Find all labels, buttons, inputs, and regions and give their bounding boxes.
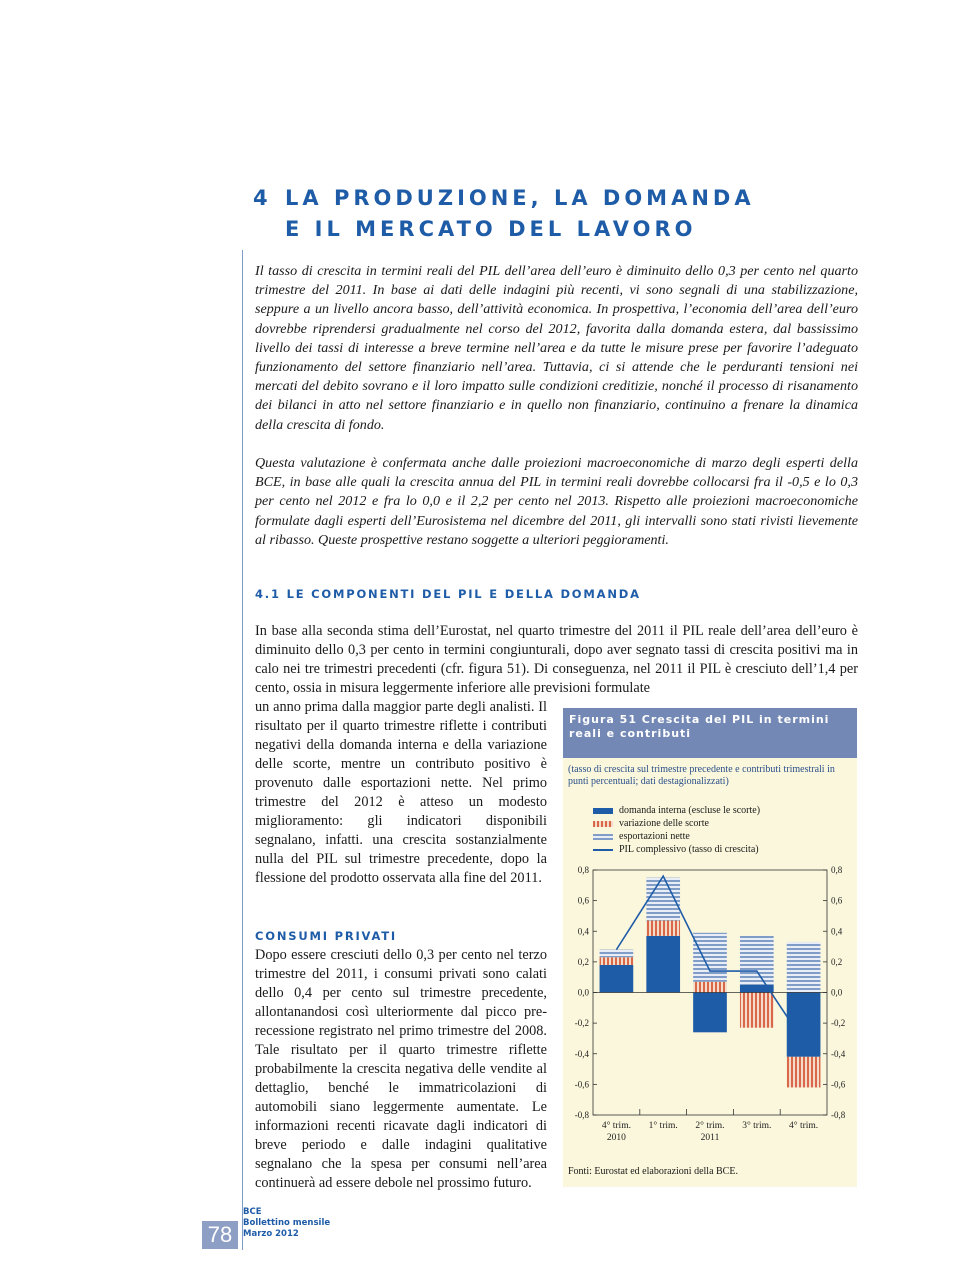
legend-item-domanda — [593, 804, 760, 817]
body-paragraph-1: In base alla seconda stima dell’Eurostat, nel quarto trimestre del 2011 il PIL reale dell’area dell’euro è diminuito dello 0,3 per cento in termini congiunturali, dopo aver segnato tassi di crescita positivi ma in calo nei tre trimestri precedenti (cfr. figura 51). Di conseguenza, nel 2011 il PIL è cresciuto dell’1,4 per cento, ossia in misura leggermente inferiore alle previsioni formulate — [255, 623, 858, 696]
chapter-title-line1: LA PRODUZIONE, LA DOMANDA — [285, 186, 755, 210]
legend-label: variazione delle scorte — [619, 818, 709, 829]
subheading-consumi-privati: CONSUMI PRIVATI — [255, 929, 397, 943]
bar-esportazioni-nette — [740, 936, 774, 985]
chart-legend — [593, 804, 760, 856]
margin-rule — [242, 250, 243, 1250]
y-tick-label-left: 0,0 — [577, 987, 589, 998]
legend-label: esportazioni nette — [619, 831, 690, 842]
legend-label: PIL complessivo (tasso di crescita) — [619, 844, 759, 855]
legend-swatch — [593, 821, 613, 827]
body-paragraph-2: Dopo essere cresciuti dello 0,3 per cento nel terzo trimestre del 2011, i consumi privati sono calati dello 0,4 per cento sul trimestre precedente, allontanandosi così ulteriormente dal picco pre-recessione registrato nel primo trimestre del 2008. Tale risultato per il quarto trimestre riflette probabilmente la crescita negativa delle vendite al dettaglio, benché le immatricolazioni di automobili siano leggermente aumentate. Le informazioni recenti ricavate dagli indicatori di breve periodo e dalle indagini qualitative segnalano che la spesa per consumi nell’area continuerà ad essere debole nel prossimo futuro. — [255, 947, 547, 1191]
legend-swatch — [593, 808, 613, 814]
bar-domanda-interna — [693, 993, 727, 1033]
x-tick-label: 4° trim. — [601, 1121, 631, 1131]
x-year-label: 2011 — [700, 1133, 720, 1143]
x-tick-label: 1° trim. — [648, 1121, 678, 1131]
chapter-title — [253, 183, 755, 245]
y-tick-label-left: 0,6 — [577, 895, 589, 906]
body-paragraph-1-continued: un anno prima dalla maggior parte degli analisti. Il risultato per il quarto trimestre riflette i contributi negativi della domanda interna e della variazione delle scorte, mentre un contributo positivo è provenuto dalle esportazioni nette. Nel primo trimestre del 2012 è atteso un modesto miglioramento: gli indicatori disponibili segnalano, infatti. una crescita sostanzialmente nulla del PIL sul trimestre precedente, dopo la flessione del prodotto osservata alla fine del 2011. — [255, 699, 547, 886]
x-tick-label: 2° trim. — [695, 1121, 725, 1131]
footer-line3: Marzo 2012 — [243, 1229, 299, 1239]
figure-title: Figura 51 Crescita del PIL in termini reali e contributi — [563, 708, 857, 758]
chapter-number: 4 — [253, 186, 272, 210]
intro-paragraph-2: Questa valutazione è confermata anche dalle proiezioni macroeconomiche di marzo degli esperti della BCE, in base alle quali la crescita annua del PIL in termini reali dovrebbe collocarsi fra il -0,5 e lo 0,3 per cento nel 2012 e fra lo 0,0 e il 2,2 per cento nel 2013. Rispetto alle proiezioni macroeconomiche formulate dagli esperti dell’Eurosistema nel dicembre del 2011, gli intervalli sono stati rivisti lievemente al ribasso. Queste prospettive restano soggette a ulteriori peggioramenti. — [255, 455, 858, 548]
gdp-chart — [563, 860, 857, 1160]
y-tick-label-right: 0,8 — [831, 865, 843, 875]
y-tick-label-left: -0,2 — [574, 1018, 589, 1029]
bar-variazione-scorte — [693, 982, 727, 993]
x-year-label: 2010 — [606, 1133, 626, 1143]
footer-line2: Bollettino mensile — [243, 1218, 331, 1228]
y-tick-label-right: -0,6 — [831, 1079, 846, 1090]
figure-subtitle: (tasso di crescita sul trimestre precedente e contributi trimestrali in punti percentuali; dati destagionalizzati) — [568, 764, 835, 787]
bar-variazione-scorte — [787, 1057, 821, 1088]
y-tick-label-right: -0,2 — [831, 1018, 846, 1029]
footer-line1: BCE — [243, 1207, 262, 1217]
legend-swatch — [593, 849, 613, 851]
y-tick-label-right: 0,4 — [831, 926, 843, 937]
y-tick-label-left: -0,4 — [574, 1048, 589, 1059]
legend-item-pil — [593, 843, 760, 856]
page-number: 78 — [202, 1221, 238, 1249]
bar-domanda-interna — [600, 965, 634, 993]
chapter-title-line2: E IL MERCATO DEL LAVORO — [285, 217, 697, 241]
bar-esportazioni-nette — [600, 950, 634, 958]
legend-item-scorte — [593, 817, 760, 830]
legend-swatch — [593, 834, 613, 840]
y-tick-label-right: -0,4 — [831, 1048, 846, 1059]
section-heading: 4.1 LE COMPONENTI DEL PIL E DELLA DOMANDA — [255, 587, 641, 601]
figure-51 — [563, 708, 857, 1187]
bar-variazione-scorte — [646, 921, 680, 936]
y-tick-label-right: -0,8 — [831, 1110, 846, 1120]
bar-variazione-scorte — [600, 957, 634, 965]
bar-variazione-scorte — [740, 993, 774, 1028]
y-tick-label-right: 0,2 — [831, 956, 843, 967]
bar-esportazioni-nette — [787, 942, 821, 993]
x-tick-label: 4° trim. — [789, 1121, 819, 1131]
legend-label: domanda interna (escluse le scorte) — [619, 805, 761, 816]
y-tick-label-right: 0,0 — [831, 987, 843, 998]
bar-esportazioni-nette — [693, 933, 727, 982]
y-tick-label-left: 0,8 — [577, 865, 589, 875]
figure-source: Fonti: Eurostat ed elaborazioni della BCE. — [568, 1166, 738, 1177]
y-tick-label-left: -0,8 — [574, 1110, 589, 1120]
y-tick-label-left: -0,6 — [574, 1079, 589, 1090]
y-tick-label-right: 0,6 — [831, 895, 843, 906]
legend-item-esportazioni — [593, 830, 760, 843]
y-tick-label-left: 0,2 — [577, 956, 589, 967]
intro-paragraph-1: Il tasso di crescita in termini reali del PIL dell’area dell’euro è diminuito dello 0,3 per cento nel quarto trimestre del 2011. In base ai dati delle indagini più recenti, vi sono segnali di una stabilizzazione, seppure a un livello ancora basso, dell’attività economica. In prospettiva, l’economia dell’area dell’euro dovrebbe riprendersi gradualmente nel corso del 2012, favorita dalla domanda estera, dal bassissimo livello dei tassi di interesse a breve termine nell’area e da tutte le misure prese per favorire l’adeguato funzionamento del settore finanziario nell’area. Tuttavia, ci si attende che le perduranti tensioni nei mercati del debito sovrano e il loro impatto sulle condizioni creditizie, nonché il processo di risanamento dei bilanci in atto nel settore finanziario e in quello non finanziario, continuino a frenare la dinamica della crescita di fondo. — [255, 263, 858, 433]
x-tick-label: 3° trim. — [742, 1121, 772, 1131]
footer-publication — [243, 1207, 363, 1240]
y-tick-label-left: 0,4 — [577, 926, 589, 937]
bar-domanda-interna — [646, 936, 680, 993]
